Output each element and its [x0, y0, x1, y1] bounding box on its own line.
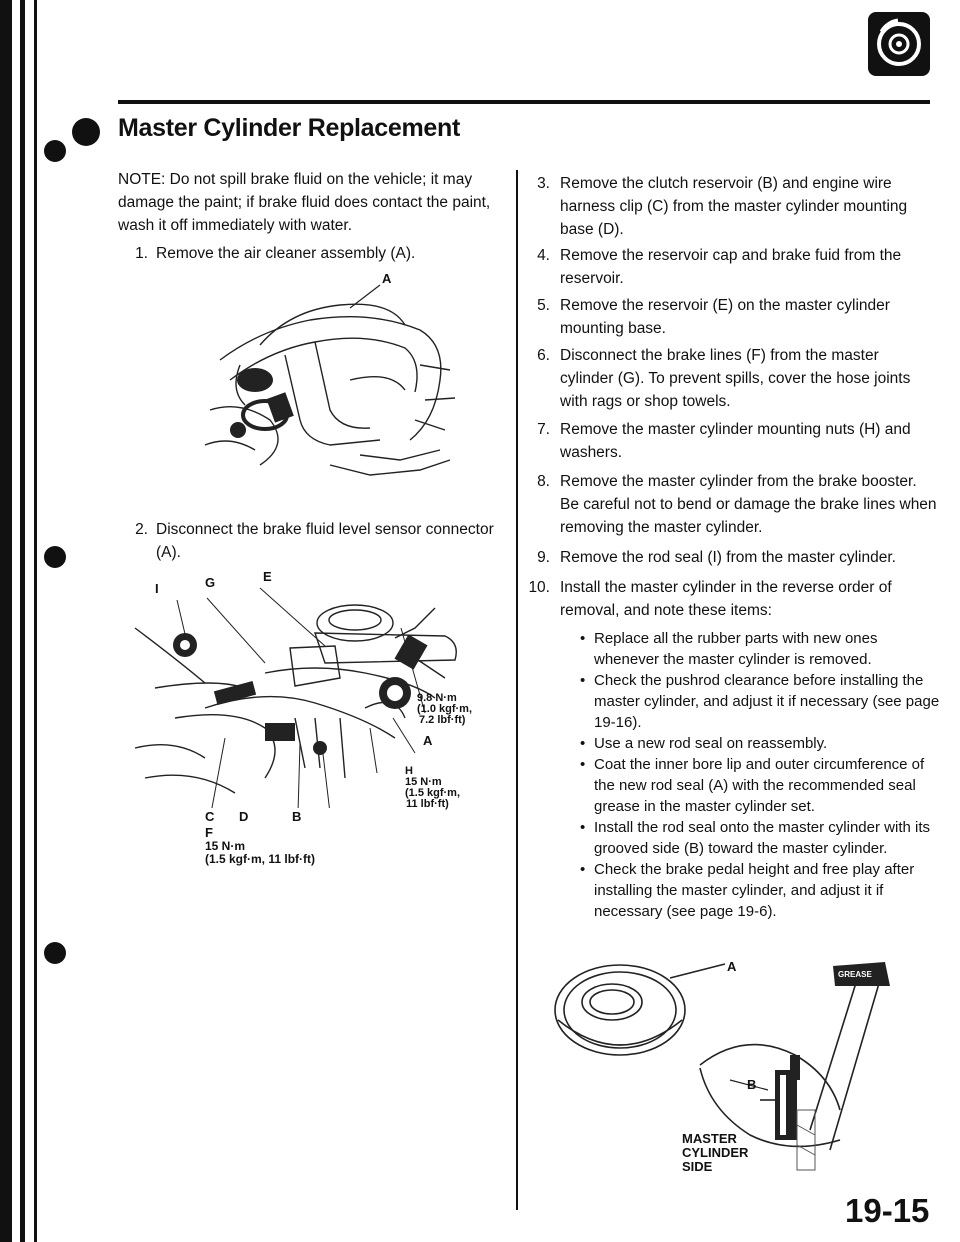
bullet-icon: •	[580, 672, 586, 689]
air-cleaner-figure	[200, 270, 460, 490]
torque-h-lbf: 11 lbf·ft)	[406, 798, 449, 810]
step-number: 5.	[537, 297, 550, 314]
callout-h: H	[405, 765, 413, 777]
step-number: 9.	[537, 549, 550, 566]
step-text: Remove the rod seal (I) from the master cylinder.	[560, 549, 896, 566]
callout-a: A	[727, 959, 737, 974]
callout-f: F	[205, 825, 213, 840]
list-item	[580, 859, 940, 922]
list-item	[580, 670, 940, 733]
side-label: SIDE	[682, 1159, 713, 1174]
step-text: Remove the air cleaner assembly (A).	[156, 245, 416, 262]
list-item-text: Replace all the rubber parts with new ones whenever the master cylinder is removed.	[594, 630, 878, 668]
step-3	[520, 172, 940, 242]
callout-e: E	[263, 569, 272, 584]
step-number: 3.	[537, 175, 550, 192]
torque-a-lbf: 7.2 lbf·ft)	[419, 714, 466, 726]
callout-i: I	[155, 581, 159, 596]
step-text: Remove the reservoir cap and brake fuid from the reservoir.	[560, 247, 902, 287]
page-number: 19-15	[845, 1192, 930, 1229]
bullet-icon: •	[580, 630, 586, 647]
torque-a-kgf: (1.0 kgf·m,	[417, 703, 473, 715]
cylinder-label: CYLINDER	[682, 1145, 749, 1160]
note-text: NOTE: Do not spill brake fluid on the vehicle; it may damage the paint; if brake fluid does contact the paint, wash it off immediately with water.	[118, 171, 491, 234]
install-notes-list	[580, 628, 940, 922]
step-text: Remove the master cylinder from the brake booster. Be careful not to bend or damage the brake lines when removing the master cylinder.	[560, 473, 937, 536]
step-text: Remove the clutch reservoir (B) and engine wire harness clip (C) from the master cylinder mounting base (D).	[560, 175, 908, 238]
list-item-text: Install the rod seal onto the master cylinder with its grooved side (B) toward the master cylinder.	[594, 819, 930, 857]
header-rule	[118, 100, 930, 104]
callout-a: A	[382, 271, 392, 286]
bullet-icon: •	[580, 819, 586, 836]
master-label: MASTER	[682, 1131, 737, 1146]
step-2	[118, 518, 518, 568]
rod-seal-figure	[550, 960, 935, 1180]
step-6	[520, 344, 940, 416]
step-1	[118, 242, 518, 266]
step-9	[520, 546, 940, 570]
list-item	[580, 817, 940, 859]
torque-f-detail: (1.5 kgf·m, 11 lbf·ft)	[205, 852, 316, 866]
brakes-section-icon	[868, 12, 930, 76]
torque-a-nm: 9.8 N·m	[417, 692, 457, 704]
torque-h-nm: 15 N·m	[405, 776, 442, 788]
margin-dot	[44, 942, 66, 964]
torque-f-nm: 15 N·m	[205, 839, 246, 853]
step-number: 8.	[537, 473, 550, 490]
callout-a: A	[423, 733, 433, 748]
step-text: Remove the reservoir (E) on the master cylinder mounting base.	[560, 297, 890, 337]
callout-b: B	[747, 1077, 757, 1092]
step-number: 2.	[135, 521, 148, 538]
step-8	[520, 470, 940, 542]
list-item-text: Check the pushrod clearance before installing the master cylinder, and adjust it if necessary (see page 19-16).	[594, 672, 940, 731]
list-item	[580, 628, 940, 670]
step-number: 1.	[135, 245, 148, 262]
binding-edge	[34, 0, 37, 1242]
bullet-icon: •	[580, 735, 586, 752]
callout-g: G	[205, 575, 216, 590]
list-item-text: Coat the inner bore lip and outer circumference of the new rod seal (A) with the recommended seal grease in the master cylinder set.	[594, 756, 925, 815]
binding-edge	[20, 0, 25, 1242]
binding-edge	[0, 0, 12, 1242]
master-cylinder-figure	[115, 568, 515, 808]
step-text: Install the master cylinder in the reverse order of removal, and note these items:	[560, 579, 892, 619]
step-text: Disconnect the brake fluid level sensor connector (A).	[156, 521, 494, 561]
title-bullet	[72, 118, 100, 146]
grease-label: GREASE	[838, 970, 872, 979]
step-text: Remove the master cylinder mounting nuts (H) and washers.	[560, 421, 911, 461]
column-divider	[516, 170, 518, 1210]
step-5	[520, 294, 940, 342]
step-number: 6.	[537, 347, 550, 364]
margin-dot	[44, 546, 66, 568]
list-item-text: Use a new rod seal on reassembly.	[594, 735, 828, 752]
list-item	[580, 754, 940, 817]
step-number: 10.	[528, 579, 550, 596]
list-item	[580, 733, 940, 754]
margin-dot	[44, 140, 66, 162]
page-title: Master Cylinder Replacement	[118, 114, 461, 142]
step-7	[520, 418, 940, 466]
step-text: Disconnect the brake lines (F) from the master cylinder (G). To prevent spills, cover the hose joints with rags or shop towels.	[560, 347, 911, 410]
list-item-text: Check the brake pedal height and free play after installing the master cylinder, and adjust it if necessary (see page 19-6).	[594, 861, 915, 920]
callout-d: D	[239, 809, 249, 824]
step-number: 4.	[537, 247, 550, 264]
torque-h-kgf: (1.5 kgf·m,	[405, 787, 461, 799]
step-number: 7.	[537, 421, 550, 438]
bullet-icon: •	[580, 756, 586, 773]
callout-c: C	[205, 809, 215, 824]
bullet-icon: •	[580, 861, 586, 878]
callout-b: B	[292, 809, 302, 824]
step-4	[520, 244, 940, 292]
step-10	[520, 576, 940, 624]
